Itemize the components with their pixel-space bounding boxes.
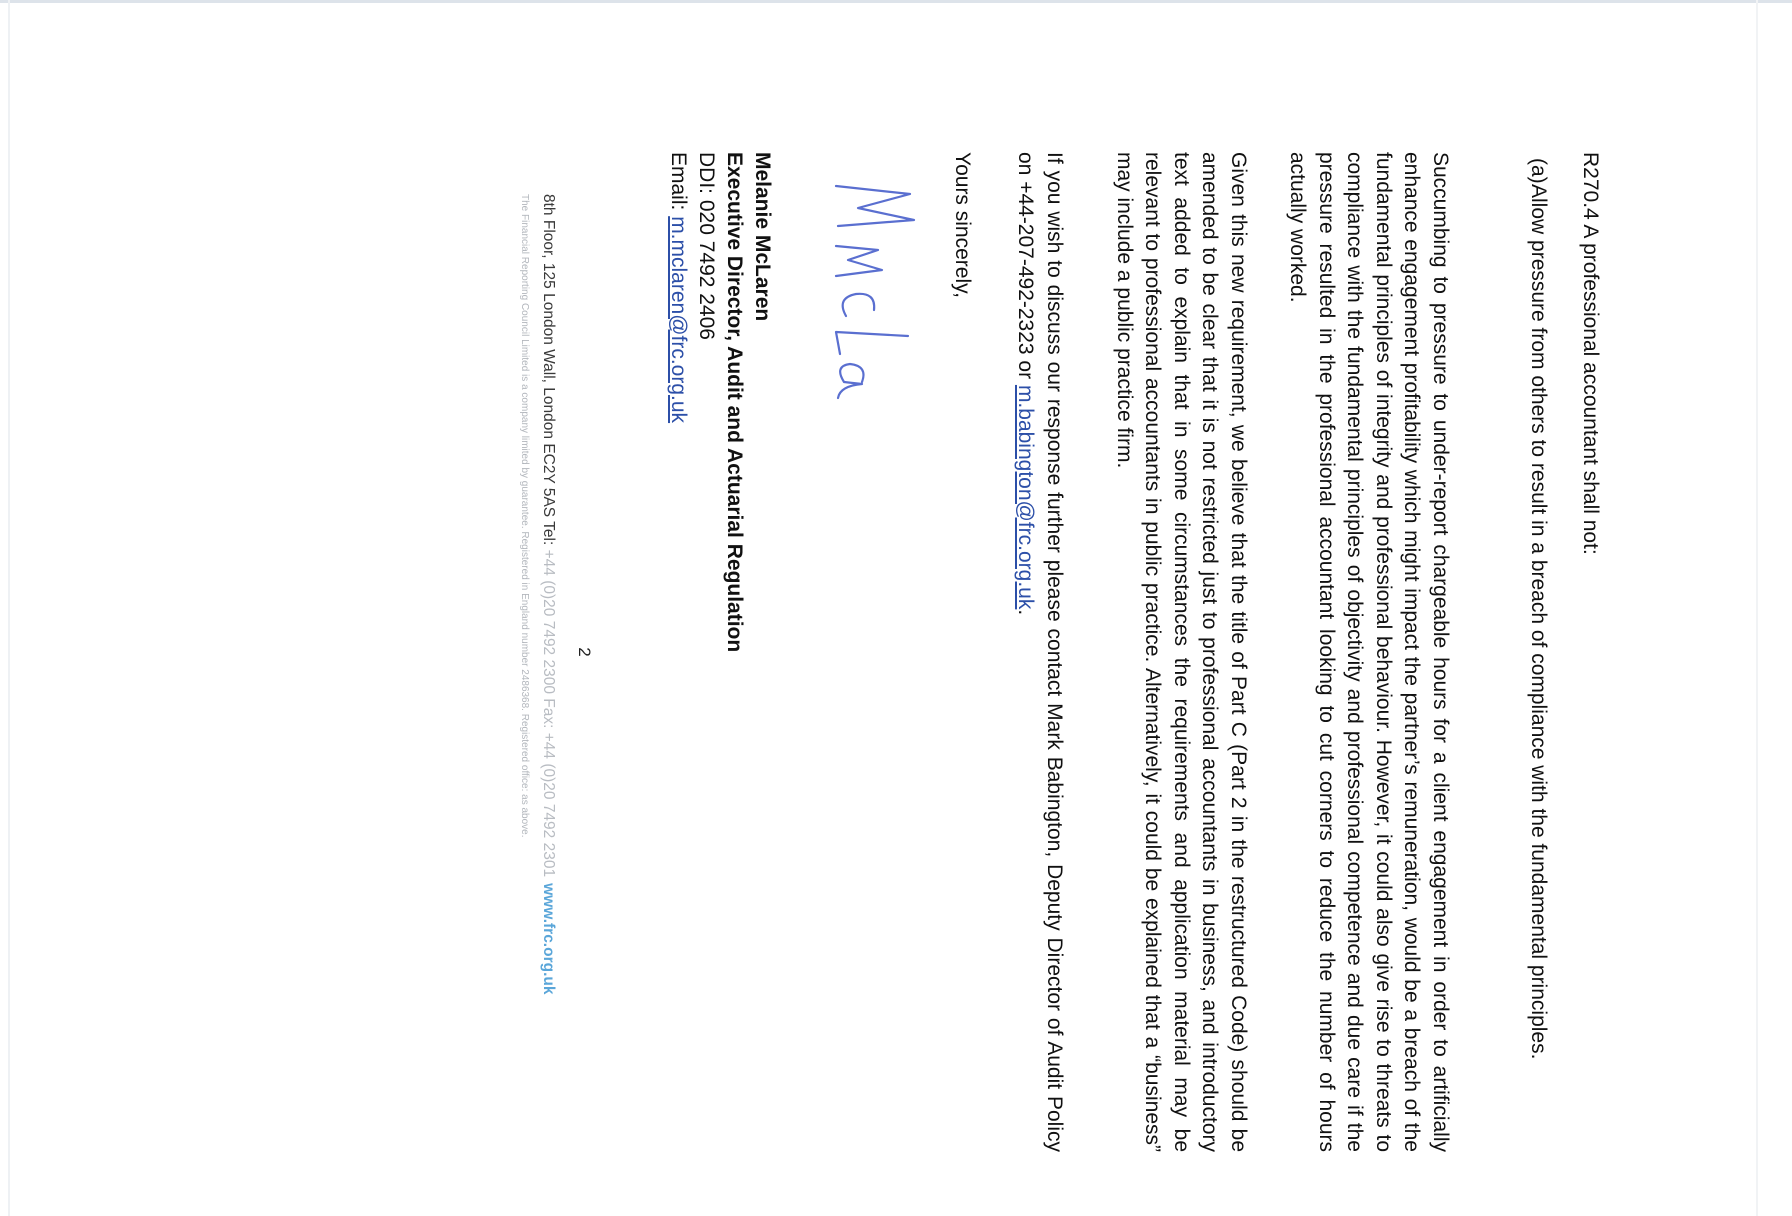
contact-text-end: . <box>1014 609 1038 616</box>
contact-text: If you wish to discuss our response further please contact Mark Babington, Deputy Director of Audit Policy on +44-207-492-2323 or <box>1014 152 1066 1152</box>
paragraph-contact <box>1011 152 1068 1152</box>
list-marker: (a) <box>1527 158 1550 184</box>
scan-top-edge <box>0 0 1792 3</box>
footer-contact-numbers: +44 (0)20 7492 2300 Fax: +44 (0)20 7492 2301 <box>540 549 557 878</box>
signatory-email-line <box>664 152 693 423</box>
page-number: 2 <box>575 647 594 657</box>
rule-list-item <box>1524 152 1553 1096</box>
footer-address-line <box>538 194 558 1154</box>
signatory-name: Melanie McLaren <box>751 152 774 322</box>
footer-address: 8th Floor, 125 London Wall, London EC2Y 5AS Tel: <box>540 194 557 546</box>
rule-heading: R270.4 A professional accountant shall not: <box>1579 152 1602 555</box>
paragraph-pressure: Succumbing to pressure to under-report chargeable hours for a client engagement in order to artificially enhance engagement profitability which might impact the partner’s remuneration, would be a breach of the fundamental principles of integrity and professional behaviour. However, it could also give rise to threats to compliance with the fundamental principles of objectivity and professional competence and due care if the pressure resulted in the professional accountant looking to cut corners to reduce the number of hours actually worked. <box>1286 152 1452 1152</box>
handwritten-signature <box>818 176 928 416</box>
signatory-title: Executive Director, Audit and Actuarial Regulation <box>723 152 746 653</box>
paragraph-part-c: Given this new requirement, we believe that the title of Part C (Part 2 in the restructured Code) should be amended to be clear that it is not restricted just to professional accountants in business, and introductory text added to explain that in some circumstances the requirements and application material may be relevant to professional accountants in public practice. Alternatively, it could be explained that a “business” may include a public practice firm. <box>1113 152 1250 1152</box>
list-item-text: Allow pressure from others to result in a breach of compliance with the fundamental principles. <box>1527 184 1550 1060</box>
rotated-letter-sheet <box>164 152 1604 1152</box>
signatory-email-link[interactable]: m.mclaren@frc.org.uk <box>667 216 690 424</box>
closing-salutation: Yours sincerely, <box>951 152 974 298</box>
contact-email-link[interactable]: m.babington@frc.org.uk <box>1014 384 1038 610</box>
scan-right-edge <box>1756 0 1758 1216</box>
signatory-phone: DDI: 020 7492 2406 <box>695 152 718 340</box>
scan-left-edge <box>8 0 10 1216</box>
email-label: Email: <box>667 152 690 217</box>
footer-legal-text: The Financial Reporting Council Limited is a company limited by guarantee. Registered in England number 2486368. Registered office: as above. <box>519 194 530 838</box>
footer-website-link[interactable]: www.frc.org.uk <box>540 883 557 995</box>
